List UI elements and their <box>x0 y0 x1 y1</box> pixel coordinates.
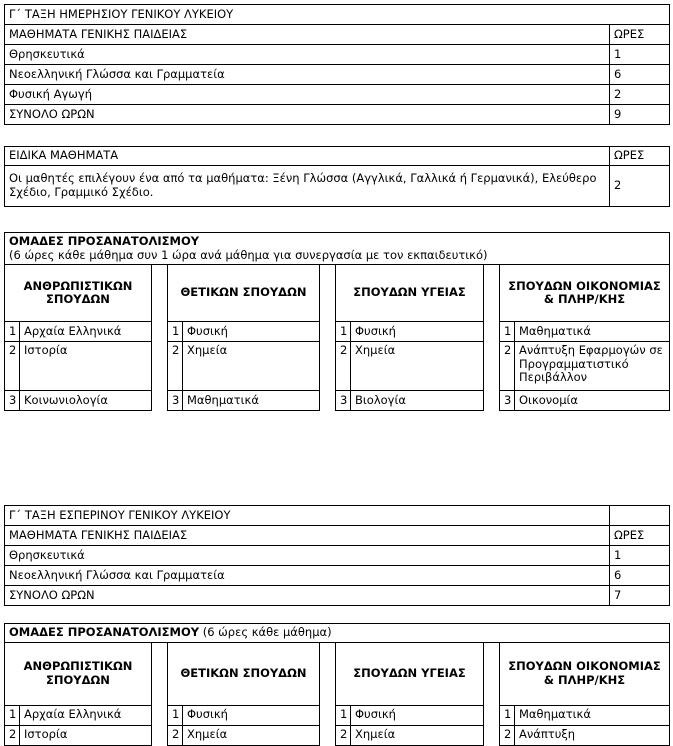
subject-name: Φυσική <box>183 705 320 725</box>
orientation-day-subtitle: (6 ώρες κάθε μάθημα συν 1 ώρα ανά μάθημα για συνεργασία με τον εκπαιδευτικό) <box>9 247 488 262</box>
evening-lyceum-general-education-table <box>4 505 670 606</box>
subject-name: Φυσική <box>183 322 320 342</box>
orientation-title-row <box>5 624 670 643</box>
group-header-humanities: ΑΝΘΡΩΠΙΣΤΙΚΩΝ ΣΠΟΥΔΩΝ <box>5 265 152 322</box>
subject-name: Φυσική Αγωγή <box>5 85 610 105</box>
table-header-row <box>5 526 670 546</box>
special-subjects-hours: 2 <box>610 165 670 206</box>
special-subjects-description: Οι μαθητές επιλέγουν ένα από τα μαθήματα: Ξένη Γλώσσα (Αγγλικά, Γαλλικά ή Γερμανικά), Ελεύθερο Σχέδιο, Γραμμικό Σχέδιο. <box>5 165 610 206</box>
subject-name: Χημεία <box>183 342 320 391</box>
column-spacer <box>152 725 168 745</box>
group-header-economics: ΣΠΟΥΔΩΝ ΟΙΚΟΝΟΜΙΑΣ & ΠΛΗΡ/ΚΗΣ <box>500 642 670 705</box>
column-spacer <box>320 725 336 745</box>
orientation-group-header-row <box>5 642 670 705</box>
subject-number: 1 <box>500 322 515 342</box>
subject-number: 1 <box>336 322 351 342</box>
column-spacer <box>484 391 500 411</box>
subject-name: Οικονομία <box>515 391 670 411</box>
subject-number: 2 <box>500 725 515 745</box>
subject-number: 1 <box>168 322 183 342</box>
column-spacer <box>484 642 500 705</box>
table-header-row <box>5 147 670 166</box>
column-spacer <box>320 705 336 725</box>
table-row <box>5 165 670 206</box>
subject-number: 3 <box>5 391 20 411</box>
table-row <box>5 546 670 566</box>
subject-name: Φυσική <box>351 322 484 342</box>
subject-number: 2 <box>168 342 183 391</box>
orientation-groups-day-table <box>4 232 670 411</box>
total-hours: 7 <box>610 586 670 606</box>
subject-number: 2 <box>336 725 351 745</box>
orientation-groups-evening-table <box>4 623 670 746</box>
column-spacer <box>484 705 500 725</box>
subject-number: 1 <box>5 705 20 725</box>
table-title-row <box>5 5 670 25</box>
table-row <box>5 45 670 65</box>
table-row <box>5 85 670 105</box>
column-spacer <box>320 322 336 342</box>
group-header-health: ΣΠΟΥΔΩΝ ΥΓΕΙΑΣ <box>336 265 484 322</box>
subject-hours: 1 <box>610 45 670 65</box>
subject-name: Ανάπτυξη <box>515 725 670 745</box>
subject-name: Ιστορία <box>20 342 152 391</box>
column-spacer <box>484 265 500 322</box>
orientation-title-row <box>5 233 670 265</box>
column-spacer <box>320 391 336 411</box>
subject-name: Βιολογία <box>351 391 484 411</box>
subject-name: Ανάπτυξη Εφαρμογών σε Προγραμματιστικό Περιβάλλον <box>515 342 670 391</box>
orientation-evening-title: ΟΜΑΔΕΣ ΠΡΟΣΑΝΑΤΟΛΙΣΜΟΥ <box>9 625 200 639</box>
evening-lyceum-hours-header: ΩΡΕΣ <box>610 526 670 546</box>
total-hours: 9 <box>610 105 670 125</box>
subject-name: Χημεία <box>183 725 320 745</box>
table-total-row <box>5 105 670 125</box>
subject-number: 3 <box>336 391 351 411</box>
column-spacer <box>152 265 168 322</box>
subject-name: Ιστορία <box>20 725 152 745</box>
subject-name: Μαθηματικά <box>515 705 670 725</box>
subject-number: 2 <box>5 342 20 391</box>
column-spacer <box>152 391 168 411</box>
table-row <box>5 566 670 586</box>
column-spacer <box>152 322 168 342</box>
column-spacer <box>484 725 500 745</box>
table-row <box>5 65 670 85</box>
day-lyceum-section-header: ΜΑΘΗΜΑΤΑ ΓΕΝΙΚΗΣ ΠΑΙΔΕΙΑΣ <box>5 25 610 45</box>
column-spacer <box>152 705 168 725</box>
subject-name: Χημεία <box>351 725 484 745</box>
subject-name: Μαθηματικά <box>515 322 670 342</box>
subject-number: 2 <box>168 725 183 745</box>
subject-number: 1 <box>168 705 183 725</box>
subject-number: 1 <box>500 705 515 725</box>
evening-lyceum-title-empty-cell <box>610 506 670 526</box>
subject-name: Μαθηματικά <box>183 391 320 411</box>
subject-number: 2 <box>336 342 351 391</box>
total-label: ΣΥΝΟΛΟ ΩΡΩΝ <box>5 105 610 125</box>
orientation-subject-row <box>5 725 670 745</box>
subject-number: 3 <box>168 391 183 411</box>
special-subjects-hours-header: ΩΡΕΣ <box>610 147 670 166</box>
orientation-evening-title-cell <box>5 624 670 643</box>
orientation-group-header-row <box>5 265 670 322</box>
subject-name: Θρησκευτικά <box>5 546 610 566</box>
subject-hours: 6 <box>610 65 670 85</box>
orientation-subject-row <box>5 322 670 342</box>
subject-name: Κοινωνιολογία <box>20 391 152 411</box>
subject-number: 1 <box>336 705 351 725</box>
subject-name: Θρησκευτικά <box>5 45 610 65</box>
table-title-row <box>5 506 670 526</box>
day-lyceum-hours-header: ΩΡΕΣ <box>610 25 670 45</box>
subject-name: Αρχαία Ελληνικά <box>20 322 152 342</box>
subject-name: Φυσική <box>351 705 484 725</box>
subject-hours: 1 <box>610 546 670 566</box>
day-lyceum-general-education-table <box>4 4 670 125</box>
day-lyceum-title: Γ΄ ΤΑΞΗ ΗΜΕΡΗΣΙΟΥ ΓΕΝΙΚΟΥ ΛΥΚΕΙΟΥ <box>5 5 670 25</box>
group-header-sciences: ΘΕΤΙΚΩΝ ΣΠΟΥΔΩΝ <box>168 642 320 705</box>
special-subjects-table <box>4 146 670 207</box>
table-total-row <box>5 586 670 606</box>
orientation-day-title: ΟΜΑΔΕΣ ΠΡΟΣΑΝΑΤΟΛΙΣΜΟΥ <box>9 234 200 248</box>
column-spacer <box>152 642 168 705</box>
group-header-sciences: ΘΕΤΙΚΩΝ ΣΠΟΥΔΩΝ <box>168 265 320 322</box>
group-header-economics: ΣΠΟΥΔΩΝ ΟΙΚΟΝΟΜΙΑΣ & ΠΛΗΡ/ΚΗΣ <box>500 265 670 322</box>
column-spacer <box>320 342 336 391</box>
orientation-evening-subtitle: (6 ώρες κάθε μάθημα) <box>202 625 332 639</box>
column-spacer <box>484 322 500 342</box>
group-header-health: ΣΠΟΥΔΩΝ ΥΓΕΙΑΣ <box>336 642 484 705</box>
subject-number: 1 <box>5 322 20 342</box>
evening-lyceum-section-header: ΜΑΘΗΜΑΤΑ ΓΕΝΙΚΗΣ ΠΑΙΔΕΙΑΣ <box>5 526 610 546</box>
orientation-subject-row <box>5 391 670 411</box>
orientation-subject-row <box>5 705 670 725</box>
column-spacer <box>484 342 500 391</box>
subject-name: Νεοελληνική Γλώσσα και Γραμματεία <box>5 65 610 85</box>
subject-name: Νεοελληνική Γλώσσα και Γραμματεία <box>5 566 610 586</box>
orientation-subject-row <box>5 342 670 391</box>
column-spacer <box>320 642 336 705</box>
total-label: ΣΥΝΟΛΟ ΩΡΩΝ <box>5 586 610 606</box>
table-header-row <box>5 25 670 45</box>
subject-name: Χημεία <box>351 342 484 391</box>
subject-hours: 2 <box>610 85 670 105</box>
evening-lyceum-title: Γ΄ ΤΑΞΗ ΕΣΠΕΡΙΝΟΥ ΓΕΝΙΚΟΥ ΛΥΚΕΙΟΥ <box>5 506 610 526</box>
column-spacer <box>152 342 168 391</box>
orientation-day-title-cell <box>5 233 670 265</box>
special-subjects-header: ΕΙΔΙΚΑ ΜΑΘΗΜΑΤΑ <box>5 147 610 166</box>
subject-number: 3 <box>500 391 515 411</box>
subject-number: 2 <box>500 342 515 391</box>
subject-hours: 6 <box>610 566 670 586</box>
subject-number: 2 <box>5 725 20 745</box>
group-header-humanities: ΑΝΘΡΩΠΙΣΤΙΚΩΝ ΣΠΟΥΔΩΝ <box>5 642 152 705</box>
column-spacer <box>320 265 336 322</box>
subject-name: Αρχαία Ελληνικά <box>20 705 152 725</box>
